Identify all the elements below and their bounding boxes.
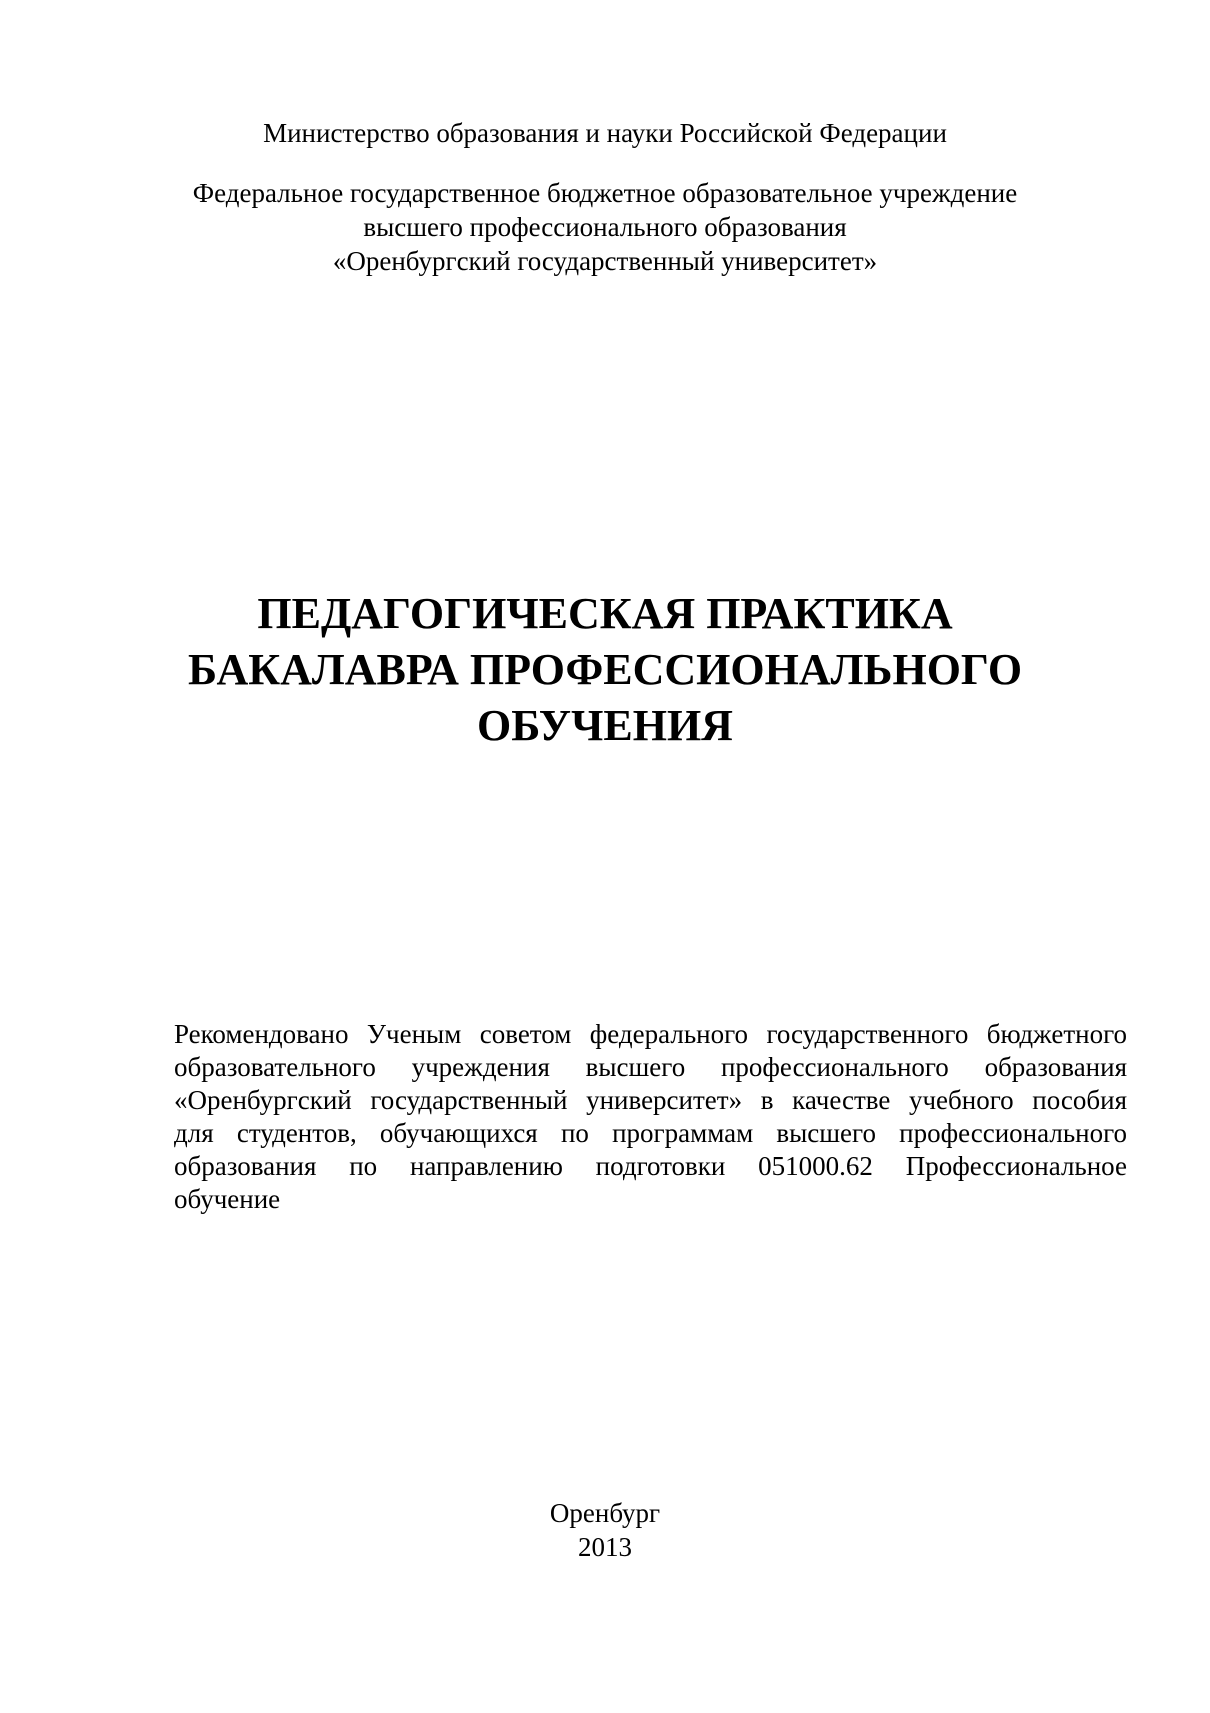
recommendation-line: «Оренбургский государственный университет» в качестве учебного пособия: [174, 1085, 1127, 1115]
title-line-3: ОБУЧЕНИЯ: [477, 701, 733, 750]
recommendation-line: образовательного учреждения высшего профессионального образования: [174, 1052, 1127, 1082]
institution-line-1: Федеральное государственное бюджетное образовательное учреждение: [192, 178, 1018, 208]
recommendation-line: Рекомендовано Ученым советом федерального государственного бюджетного: [174, 1019, 1127, 1049]
recommendation-line: для студентов, обучающихся по программам высшего профессионального: [174, 1118, 1127, 1148]
ministry-text: Министерство образования и науки Российской Федерации: [263, 118, 947, 148]
institution-line-2: высшего профессионального образования: [363, 212, 847, 242]
recommendation-line: обучение: [174, 1184, 281, 1214]
institution-line-3: «Оренбургский государственный университет»: [332, 246, 878, 276]
year-text: 2013: [578, 1532, 632, 1562]
title-line-1: ПЕДАГОГИЧЕСКАЯ ПРАКТИКА: [257, 589, 953, 638]
recommendation-line: образования по направлению подготовки 051000.62 Профессиональное: [174, 1151, 1127, 1181]
title-line-2: БАКАЛАВРА ПРОФЕССИОНАЛЬНОГО: [187, 645, 1023, 694]
city-text: Оренбург: [549, 1498, 661, 1528]
recommendation-paragraph: [174, 1018, 1127, 1216]
